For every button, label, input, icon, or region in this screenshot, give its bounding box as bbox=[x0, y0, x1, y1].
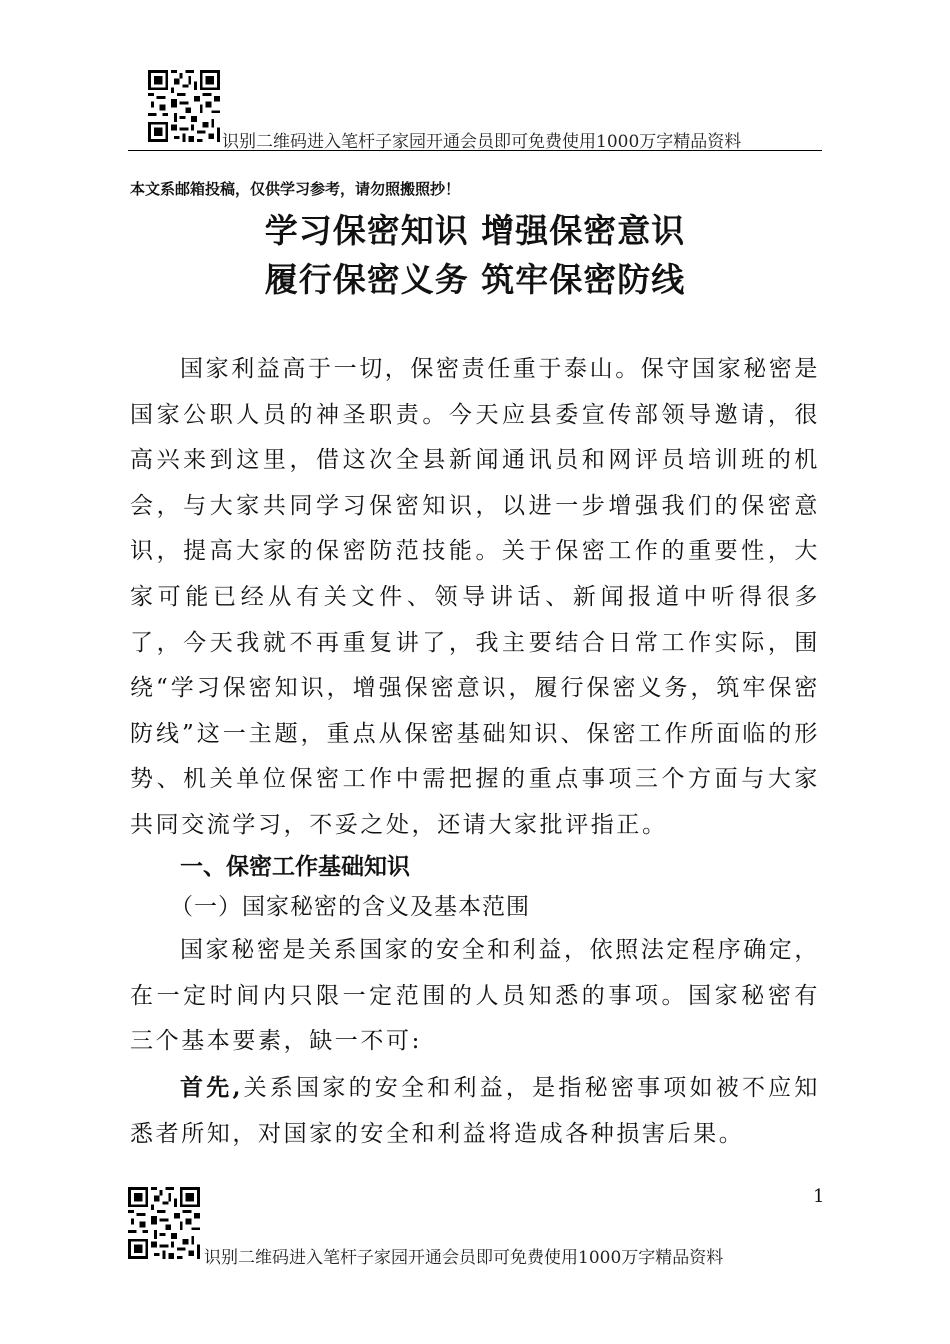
footer-qr-code-icon[interactable] bbox=[128, 1187, 200, 1259]
paragraph-text: 国家利益高于一切，保密责任重于泰山。保守国家秘密是国家公职人员的神圣职责。今天应县委宣传部领导邀请，很高兴来到这里，借这次全县新闻通讯员和网评员培训班的机会，与大家共同学习保密知识，以进一步增强我们的保密意识，提高大家的保密防范技能。关于保密工作的重要性，大家可能已经从有关文件、领导讲话、新闻报道中听得很多了，今天我就不再重复讲了，我主要结合日常工作实际，围绕“学习保密知识，增强保密意识，履行保密义务，筑牢保密防线”这一主题，重点从保密基础知识、保密工作所面临的形势、机关单位保密工作中需把握的重点事项三个方面与大家共同交流学习，不妥之处，还请大家批评指正。 bbox=[130, 356, 820, 838]
document-title-line-1: 学习保密知识 增强保密意识 bbox=[264, 211, 686, 250]
page-number: 1 bbox=[813, 1186, 825, 1207]
paragraph-text: 国家秘密是关系国家的安全和利益，依照法定程序确定，在一定时间内只限一定范围的人员知悉的事项。国家秘密有三个基本要素，缺一不可: bbox=[130, 937, 820, 1055]
paragraph-text bbox=[130, 1065, 820, 1157]
body-paragraph bbox=[130, 1065, 820, 1157]
header-qr-code-icon[interactable] bbox=[148, 70, 220, 142]
submission-notice: 本文系邮箱投稿，仅供学习参考，请勿照搬照抄！ bbox=[130, 180, 461, 198]
header-promo-text: 识别二维码进入笔杆子家园开通会员即可免费使用1000万字精品资料 bbox=[222, 132, 742, 152]
subsection-heading: （一）国家秘密的含义及基本范围 bbox=[170, 894, 530, 920]
paragraph-lead: 首先, bbox=[180, 1074, 244, 1101]
header-divider bbox=[128, 150, 822, 151]
body-paragraph bbox=[130, 928, 820, 1065]
section-heading: 一、保密工作基础知识 bbox=[180, 854, 410, 880]
footer-promo-text: 识别二维码进入笔杆子家园开通会员即可免费使用1000万字精品资料 bbox=[204, 1248, 724, 1268]
paragraph-rest: 关系国家的安全和利益，是指秘密事项如被不应知悉者所知，对国家的安全和利益将造成各种损害后果。 bbox=[130, 1075, 820, 1147]
body-paragraph bbox=[130, 347, 820, 849]
document-title-line-2: 履行保密义务 筑牢保密防线 bbox=[264, 260, 686, 299]
